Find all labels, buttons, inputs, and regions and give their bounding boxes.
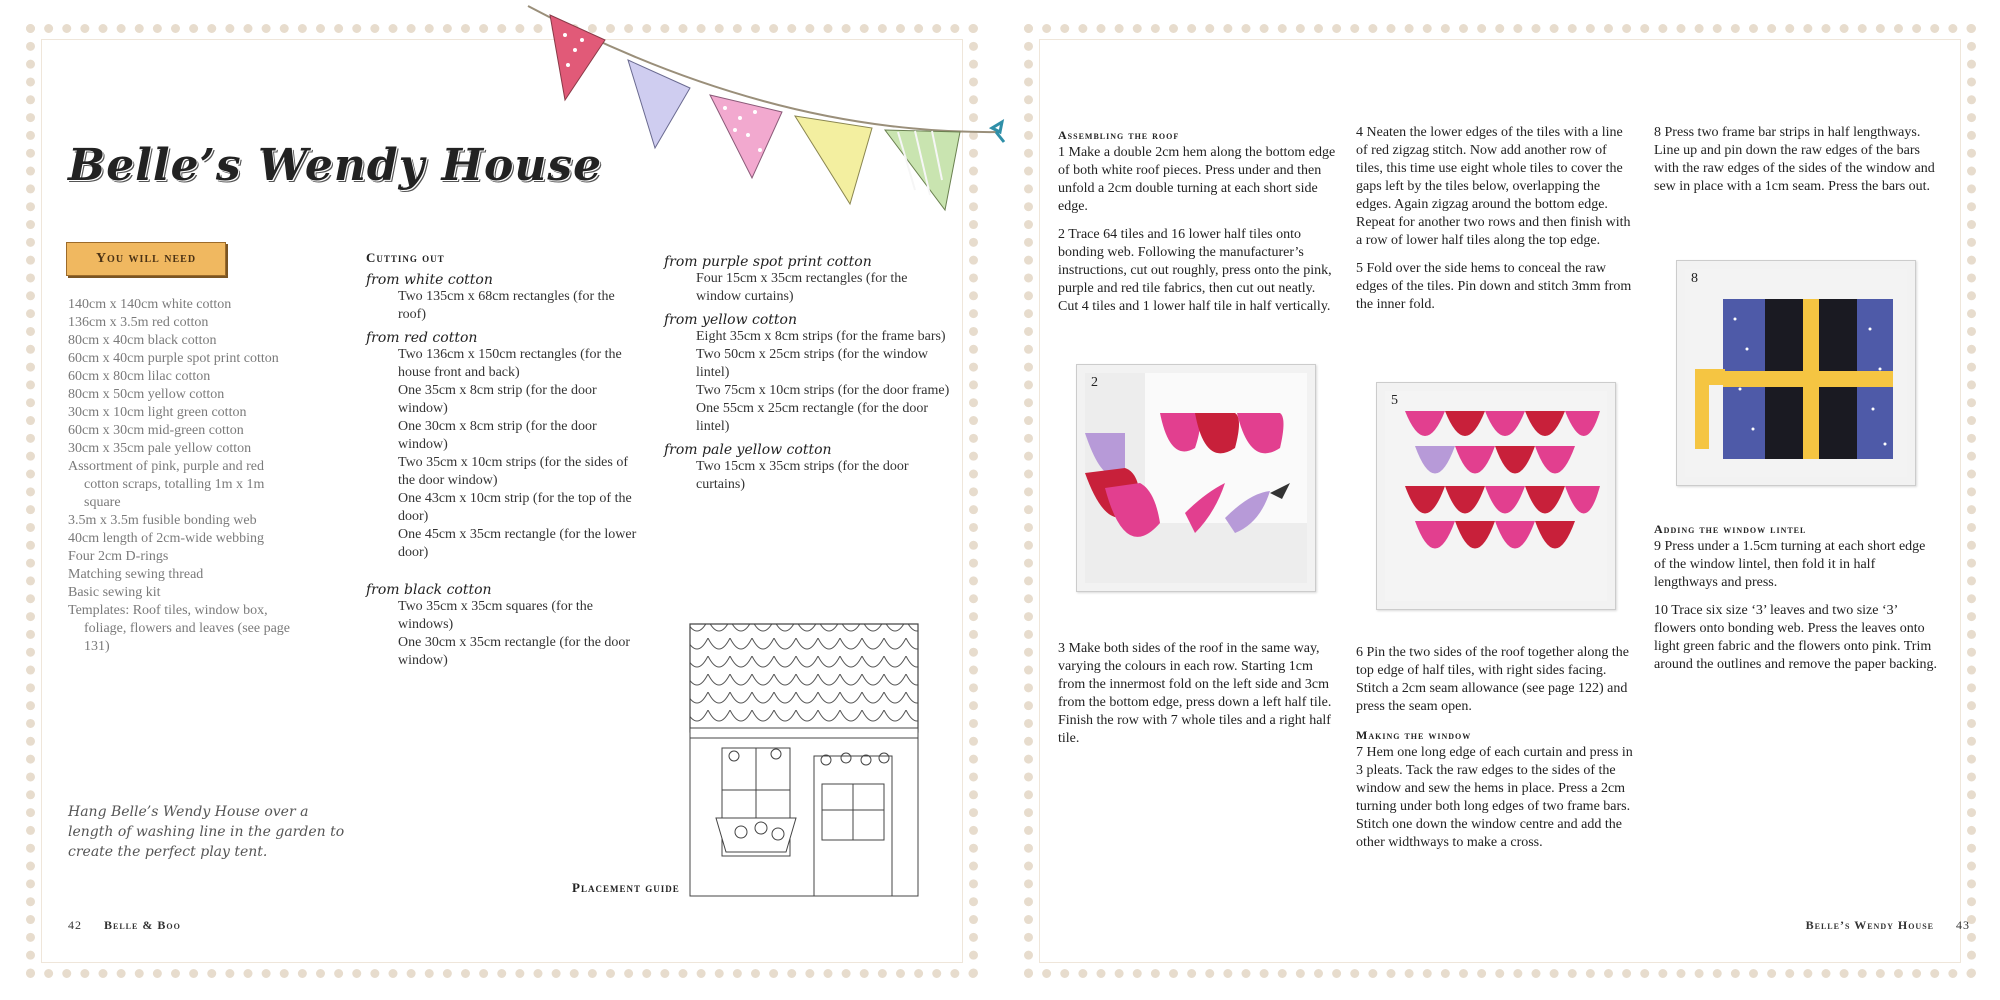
cutting-out-column-1 [366, 250, 646, 670]
list-item: 40cm length of 2cm-wide webbing [68, 531, 264, 546]
section-heading-making-window: Making the window [1356, 728, 1472, 742]
fabric-heading-pale-yellow: from pale yellow cotton [664, 442, 832, 458]
list-item: 60cm x 80cm lilac cotton [68, 369, 211, 384]
instructions-column-3 [1654, 124, 1938, 206]
step-8: 8 Press two frame bar strips in half lengthways. Line up and pin down the raw edges of the bars with the raw edges of the sides of the window and sew in place with a 1cm seam. Press the bars out. [1654, 125, 1935, 194]
fabric-heading-white: from white cotton [366, 272, 493, 288]
list-item: 60cm x 30cm mid-green cotton [68, 423, 244, 438]
cutting-out-column-2 [664, 248, 954, 494]
list-item: Two 15cm x 35cm strips (for the door curtains) [696, 459, 909, 492]
cutting-out-heading: Cutting out [366, 250, 445, 265]
list-item: 30cm x 10cm light green cotton [68, 405, 247, 420]
fabric-heading-yellow: from yellow cotton [664, 312, 798, 328]
photo-number: 5 [1391, 393, 1398, 408]
step-3: 3 Make both sides of the roof in the same way, varying the colours in each row. Starting 1cm from the innermost fold on the left side and 3cm from the bottom edge, press down a left half tile. Finish the row with 7 whole tiles and a right half tile. [1058, 641, 1332, 746]
list-item: Four 15cm x 35cm rectangles (for the window curtains) [696, 271, 908, 304]
photo-number: 8 [1691, 271, 1698, 286]
bunting-flag [710, 95, 782, 178]
list-item: One 45cm x 35cm rectangle (for the lower door) [398, 527, 637, 560]
list-item: 30cm x 35cm pale yellow cotton [68, 441, 252, 456]
instructions-column-2 [1356, 124, 1636, 324]
bunting-flag [795, 116, 872, 204]
caption-note: Hang Belle’s Wendy House over a length of washing line in the garden to create the perfect play tent. [68, 804, 345, 860]
running-head: Belle’s Wendy House [1805, 918, 1934, 932]
list-item: One 30cm x 35cm rectangle (for the door window) [398, 635, 631, 668]
list-item: 60cm x 40cm purple spot print cotton [68, 351, 279, 366]
section-heading-assembling-roof: Assembling the roof [1058, 128, 1180, 142]
list-item: Assortment of pink, purple and red cotton scraps, totalling 1m x 1m square [68, 459, 265, 510]
step-5: 5 Fold over the side hems to conceal the raw edges of the tiles. Pin down and stitch 3mm from the inner fold. [1356, 261, 1632, 312]
list-item: 3.5m x 3.5m fusible bonding web [68, 513, 257, 528]
page-title: Belle’s Wendy House [68, 140, 603, 191]
list-item: One 55cm x 25cm rectangle (for the door lintel) [696, 401, 929, 434]
step-7: 7 Hem one long edge of each curtain and press in 3 pleats. Tack the raw edges to the sides of the window and sew the hems in place. Press a 2cm turning under both long edges of two frame bars. Stitch one down the window centre and add the other widthways to make a cross. [1356, 745, 1633, 850]
instructions-column-1-lower [1058, 640, 1340, 758]
list-item: 80cm x 50cm yellow cotton [68, 387, 225, 402]
window-frame-photo [1685, 269, 1907, 477]
page-number: 42 [68, 918, 82, 932]
bunting-flag [628, 60, 690, 148]
list-item: Two 50cm x 25cm strips (for the window lintel) [696, 347, 928, 380]
list-item: Two 35cm x 35cm squares (for the windows) [398, 599, 593, 632]
instructions-column-3-lower [1654, 520, 1938, 684]
list-item: Eight 35cm x 8cm strips (for the frame bars) [696, 329, 946, 344]
step-10: 10 Trace six size ‘3’ leaves and two size ‘3’ flowers onto bonding web. Press the leaves onto light green fabric and the flowers onto pink. Trim around the outlines and remove the paper backing. [1654, 603, 1938, 672]
placement-guide-label: Placement guide [572, 880, 680, 895]
you-will-need-badge: You will need [66, 242, 226, 276]
list-item: Basic sewing kit [68, 585, 161, 600]
bunting-flag [550, 15, 605, 100]
list-item: 140cm x 140cm white cotton [68, 297, 232, 312]
materials-list [68, 296, 298, 656]
running-head: Belle & Boo [104, 918, 181, 932]
list-item: 136cm x 3.5m red cotton [68, 315, 209, 330]
photo-step-5 [1376, 382, 1616, 610]
list-item: Two 35cm x 10cm strips (for the sides of the door window) [398, 455, 628, 488]
bunting-flag [885, 130, 960, 210]
list-item: Two 136cm x 150cm rectangles (for the house front and back) [398, 347, 622, 380]
list-item: One 43cm x 10cm strip (for the top of the door) [398, 491, 632, 524]
fabric-heading-red: from red cotton [366, 330, 478, 346]
list-item: Matching sewing thread [68, 567, 204, 582]
instructions-column-2-lower [1356, 644, 1638, 862]
list-item: Four 2cm D-rings [68, 549, 169, 564]
photo-step-8 [1676, 260, 1916, 486]
right-folio [1770, 918, 1970, 933]
roof-tiles-photo [1385, 391, 1607, 601]
list-item: Two 135cm x 68cm rectangles (for the roof) [398, 289, 615, 322]
step-6: 6 Pin the two sides of the roof together along the top edge of half tiles, with right sides facing. Stitch a 2cm seam allowance (see page 122) and press the seam open. [1356, 645, 1629, 714]
placement-guide-drawing [686, 620, 926, 900]
section-heading-window-lintel: Adding the window lintel [1654, 522, 1807, 536]
list-item: Templates: Roof tiles, window box, foliage, flowers and leaves (see page 131) [68, 603, 291, 654]
list-item: Two 75cm x 10cm strips (for the door frame) [696, 383, 950, 398]
fabric-heading-black: from black cotton [366, 582, 492, 598]
photo-step-2 [1076, 364, 1316, 592]
list-item: 80cm x 40cm black cotton [68, 333, 217, 348]
fabric-heading-purple: from purple spot print cotton [664, 254, 872, 270]
photo-number: 2 [1091, 375, 1098, 390]
page-number: 43 [1956, 918, 1970, 932]
step-1: 1 Make a double 2cm hem along the bottom edge of both white roof pieces. Press under and then unfold a 2cm double turning at each short side edge. [1058, 145, 1336, 214]
list-item: One 30cm x 8cm strip (for the door window) [398, 419, 597, 452]
roof-tiles-photo [1085, 373, 1307, 583]
step-4: 4 Neaten the lower edges of the tiles with a line of red zigzag stitch. Now add another row of tiles, this time use eight whole tiles to cover the gaps left by the tiles below, overlapping the edges. Again zigzag around the bottom edge. Repeat for another two rows and then finish with a row of lower half tiles along the top edge. [1356, 125, 1631, 248]
bunting-illustration [520, 0, 1010, 240]
step-9: 9 Press under a 1.5cm turning at each short edge of the window lintel, then fold it in half lengthways and press. [1654, 539, 1926, 590]
list-item: One 35cm x 8cm strip (for the door window) [398, 383, 597, 416]
left-folio [68, 918, 181, 933]
step-2: 2 Trace 64 tiles and 16 lower half tiles onto bonding web. Following the manufacturer’s instructions, cut out roughly, press onto the pink, purple and red tile fabrics, then cut out neatly. Cut 4 tiles and 1 lower half tile in half vertically. [1058, 227, 1332, 314]
instructions-column-1 [1058, 126, 1338, 326]
